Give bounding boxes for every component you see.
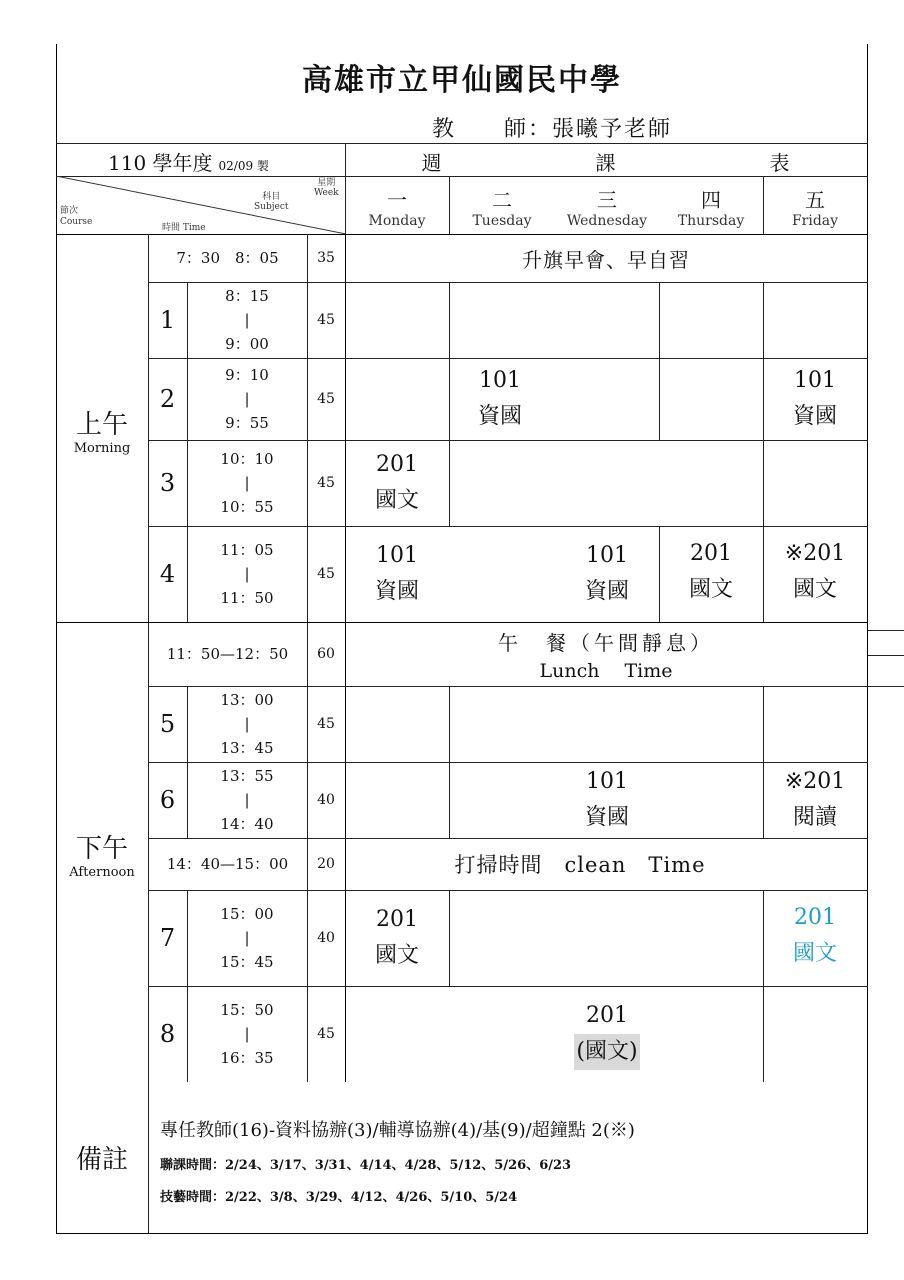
day-header-friday — [763, 178, 867, 234]
day-en: Monday — [368, 212, 426, 229]
class-code: ※201 — [784, 769, 846, 794]
day-en: Wednesday — [566, 212, 648, 229]
teacher-line — [432, 112, 672, 142]
notes-line-2: 聯課時間：2/24、3/17、3/31、4/14、4/28、5/12、5/26、6/23 — [160, 1158, 572, 1173]
time-end: 15：45 — [220, 953, 274, 971]
class-subject: 資國 — [477, 404, 522, 429]
class-cell-p2-tue — [470, 360, 530, 438]
class-code: 101 — [376, 543, 418, 568]
class-cell-p3-mon — [345, 448, 449, 518]
day-header-thursday — [659, 178, 763, 234]
class-subject: (國文) — [574, 1034, 639, 1070]
day-zh: 四 — [701, 187, 721, 212]
class-subject: 國文 — [374, 488, 419, 513]
class-code: 201 — [586, 1003, 628, 1028]
time-sep: | — [244, 715, 250, 733]
weekly-char-1: 週 — [421, 150, 443, 175]
time-end: 9：55 — [225, 414, 269, 432]
day-zh: 五 — [805, 187, 825, 212]
time-start: 8：15 — [225, 287, 269, 305]
time-sep: | — [244, 474, 250, 492]
time-start: 10：10 — [220, 450, 274, 468]
class-code: 201 — [376, 907, 418, 932]
time-start: 11：05 — [220, 541, 274, 559]
time-start: 9：10 — [225, 366, 269, 384]
period-afternoon — [56, 814, 148, 894]
time-sep: | — [244, 565, 250, 583]
teacher-label: 教 師： — [432, 117, 553, 142]
lunch-label-en: Lunch Time — [539, 660, 673, 682]
clean-minutes: 20 — [317, 856, 335, 872]
weekly-title — [345, 146, 867, 176]
lunch-label-zh: 午 餐（午間靜息） — [498, 631, 714, 655]
assembly-label: 升旗早會、早自習 — [522, 247, 690, 272]
class-code: 201 — [690, 541, 732, 566]
period-number: 8 — [159, 1020, 176, 1048]
period-time — [187, 762, 307, 838]
class-cell-p4-mon — [345, 536, 449, 612]
corner-subject-zh: 科目 — [262, 192, 281, 202]
corner-subject — [254, 192, 289, 212]
class-cell-p7-fri — [763, 898, 867, 974]
day-header-wednesday — [555, 178, 659, 234]
corner-week-en: Week — [314, 188, 339, 198]
period-number: 6 — [159, 786, 176, 814]
day-header-tuesday — [449, 178, 555, 234]
corner-course-en: Course — [60, 217, 93, 227]
corner-time-zh: 時間 — [162, 223, 181, 233]
period-time — [187, 890, 307, 986]
school-title: 高雄市立甲仙國民中學 — [302, 63, 622, 98]
class-subject: 國文 — [792, 577, 837, 602]
year-label — [108, 147, 269, 175]
lunch-minutes: 60 — [317, 646, 335, 662]
notes-label: 備註 — [75, 1145, 128, 1175]
period-afternoon-en: Afternoon — [69, 865, 135, 880]
made-date: 02/09 製 — [218, 159, 269, 173]
time-sep: | — [244, 791, 250, 809]
day-zh: 二 — [492, 187, 512, 212]
period-number: 1 — [159, 306, 176, 334]
period-time — [187, 358, 307, 440]
class-cell-p4-thu — [659, 534, 763, 610]
class-cell-p2-fri — [763, 360, 867, 438]
time-sep: | — [244, 929, 250, 947]
class-cell-p8-wed — [560, 996, 654, 1072]
weekly-char-3: 表 — [769, 150, 791, 175]
day-en: Friday — [791, 212, 839, 229]
class-cell-p7-mon — [345, 900, 449, 976]
time-start: 15：50 — [220, 1001, 274, 1019]
time-sep: | — [244, 311, 250, 329]
time-sep: | — [244, 390, 250, 408]
clean-time: 14：40—15：00 — [166, 855, 289, 873]
corner-course-zh: 節次 — [60, 206, 79, 216]
class-cell-p6-fri — [763, 764, 867, 836]
period-time — [187, 686, 307, 762]
notes-line-1: 專任教師(16)-資料協辦(3)/輔導協辦(4)/基(9)/超鐘點 2(※) — [160, 1120, 635, 1141]
class-code: ※201 — [784, 541, 846, 566]
period-morning-zh: 上午 — [75, 410, 128, 440]
class-code: 201 — [376, 452, 418, 477]
period-morning — [56, 390, 148, 470]
time-end: 13：45 — [220, 739, 274, 757]
day-zh: 三 — [597, 187, 617, 212]
period-afternoon-zh: 下午 — [75, 834, 128, 864]
lunch-time: 11：50—12：50 — [166, 645, 289, 663]
class-subject: 資國 — [584, 579, 629, 604]
class-code: 101 — [586, 543, 628, 568]
clean-label: 打掃時間 clean Time — [454, 853, 706, 877]
period-time — [187, 440, 307, 526]
corner-time — [162, 220, 206, 233]
school-year: 110 學年度 — [108, 151, 213, 175]
period-minutes: 40 — [317, 930, 335, 946]
class-cell-p6-wed — [560, 764, 654, 836]
corner-week — [314, 178, 339, 198]
class-subject: 資國 — [374, 579, 419, 604]
time-start: 15：00 — [220, 905, 274, 923]
period-number: 7 — [159, 924, 176, 952]
corner-time-en: Time — [182, 223, 206, 233]
day-zh: 一 — [387, 187, 407, 212]
teacher-name: 張曦予老師 — [552, 117, 673, 142]
class-code: 201 — [794, 905, 836, 930]
period-minutes: 45 — [317, 391, 335, 407]
period-minutes: 45 — [317, 716, 335, 732]
class-subject: 資國 — [584, 805, 629, 830]
time-end: 16：35 — [220, 1049, 274, 1067]
period-minutes: 45 — [317, 566, 335, 582]
period-number: 2 — [159, 385, 176, 413]
class-subject: 資國 — [792, 404, 837, 429]
class-code: 101 — [479, 368, 521, 393]
corner-week-zh: 星期 — [317, 178, 336, 188]
class-cell-p4-wed — [560, 536, 654, 612]
period-morning-en: Morning — [73, 441, 131, 456]
time-end: 10：55 — [220, 498, 274, 516]
time-start: 13：55 — [220, 767, 274, 785]
period-minutes: 40 — [317, 792, 335, 808]
period-minutes: 45 — [317, 1026, 335, 1042]
class-code: 101 — [586, 769, 628, 794]
class-cell-p4-fri — [763, 534, 867, 610]
assembly-minutes: 35 — [317, 250, 335, 266]
time-end: 14：40 — [220, 815, 274, 833]
period-time — [187, 282, 307, 358]
time-start: 13：00 — [220, 691, 274, 709]
class-subject: 國文 — [688, 577, 733, 602]
corner-subject-en: Subject — [254, 202, 289, 212]
time-end: 11：50 — [220, 589, 274, 607]
class-subject: 閱讀 — [792, 805, 837, 830]
lunch-label — [345, 624, 867, 686]
class-subject: 國文 — [374, 943, 419, 968]
class-subject: 國文 — [792, 941, 837, 966]
day-header-monday — [345, 178, 449, 234]
assembly-time: 7：30 8：05 — [176, 249, 279, 267]
weekly-char-2: 課 — [595, 150, 617, 175]
notes-line-3: 技藝時間：2/22、3/8、3/29、4/12、4/26、5/10、5/24 — [160, 1190, 518, 1205]
period-minutes: 45 — [317, 312, 335, 328]
time-end: 9：00 — [225, 335, 269, 353]
period-number: 4 — [159, 560, 176, 588]
corner-course — [60, 206, 92, 228]
period-number: 5 — [159, 710, 176, 738]
time-sep: | — [244, 1025, 250, 1043]
class-code: 101 — [794, 368, 836, 393]
day-en: Thursday — [677, 212, 745, 229]
day-en: Tuesday — [472, 212, 532, 229]
period-minutes: 45 — [317, 475, 335, 491]
period-time — [187, 986, 307, 1082]
period-number: 3 — [159, 469, 176, 497]
period-time — [187, 526, 307, 622]
